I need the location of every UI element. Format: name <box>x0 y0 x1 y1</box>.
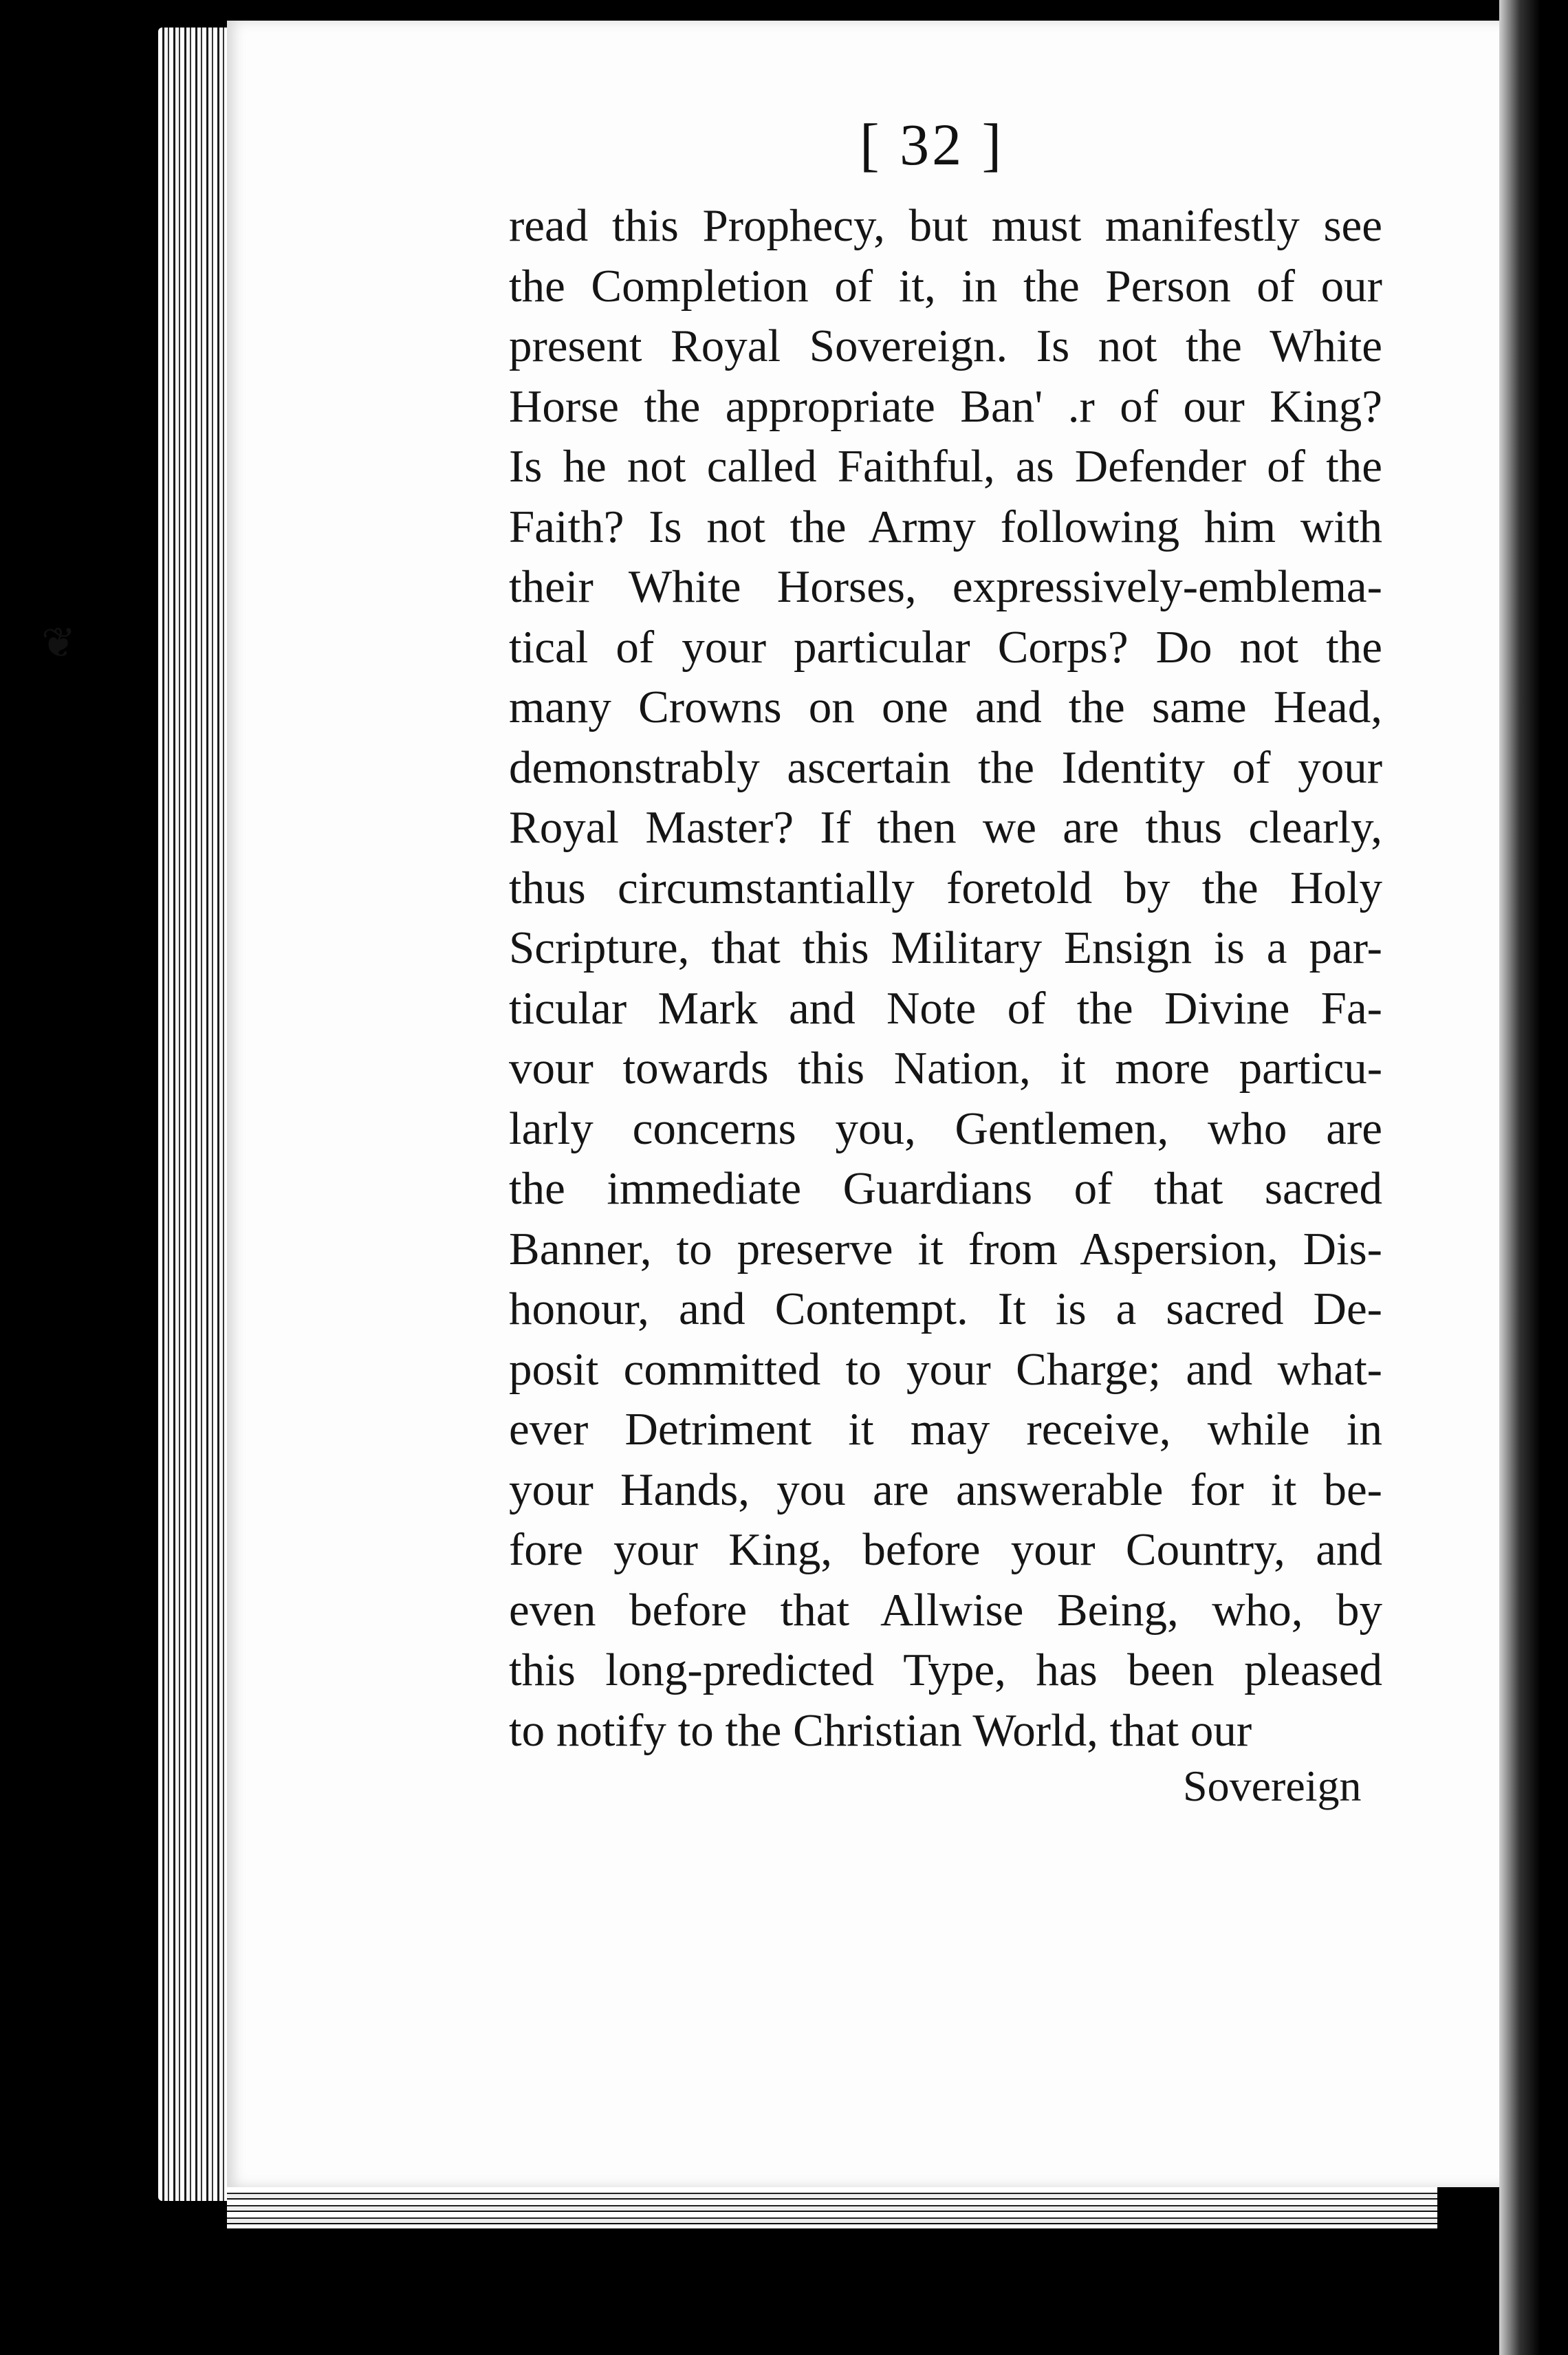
text-line: present Royal Sovereign. Is not the White <box>509 321 1382 371</box>
text-line: tical of your particular Corps? Do not the <box>509 621 1382 673</box>
gutter-shadow <box>1499 0 1568 2355</box>
text-line: larly concerns you, Gentlemen, who are <box>509 1103 1382 1154</box>
body-text <box>509 196 1382 1761</box>
text-line: read this Prophecy, but must manifestly see <box>509 200 1382 251</box>
text-line: posit committed to your Charge; and what- <box>509 1343 1382 1395</box>
margin-mark: ❦ <box>41 620 76 666</box>
catchword: Sovereign <box>1183 1761 1362 1810</box>
text-line: their White Horses, expressively-emblema- <box>509 561 1382 612</box>
text-line: fore your King, before your Country, and <box>509 1524 1382 1575</box>
text-line: this long-predicted Type, has been pleased <box>509 1645 1382 1695</box>
text-line: the immediate Guardians of that sacred <box>509 1163 1382 1214</box>
text-line: thus circumstantially foretold by the Holy <box>509 862 1382 913</box>
text-line: Banner, to preserve it from Aspersion, Dis- <box>509 1223 1382 1274</box>
text-line: many Crowns on one and the same Head, <box>509 682 1382 732</box>
text-line: to notify to the Christian World, that our <box>509 1704 1252 1756</box>
text-line: vour towards this Nation, it more particu- <box>509 1043 1382 1094</box>
page-number: [ 32 ] <box>860 111 1005 177</box>
text-line: ever Detriment it may receive, while in <box>509 1404 1382 1455</box>
text-line: Royal Master? If then we are thus clearly, <box>509 802 1382 853</box>
book-bottom-edges <box>227 2187 1437 2228</box>
text-line: even before that Allwise Being, who, by <box>509 1584 1382 1636</box>
text-line: Scripture, that this Military Ensign is a par- <box>509 922 1382 973</box>
text-line: the Completion of it, in the Person of our <box>509 260 1382 312</box>
text-line: honour, and Contempt. It is a sacred De- <box>509 1283 1382 1334</box>
text-line: demonstrably ascertain the Identity of your <box>509 741 1382 793</box>
text-line: ticular Mark and Note of the Divine Fa- <box>509 982 1382 1034</box>
text-line: Faith? Is not the Army following him with <box>509 501 1382 552</box>
text-line: Horse the appropriate Ban' .r of our King? <box>509 380 1382 432</box>
text-line: Is he not called Faithful, as Defender of the <box>509 441 1382 492</box>
text-line: your Hands, you are answerable for it be- <box>509 1464 1382 1515</box>
